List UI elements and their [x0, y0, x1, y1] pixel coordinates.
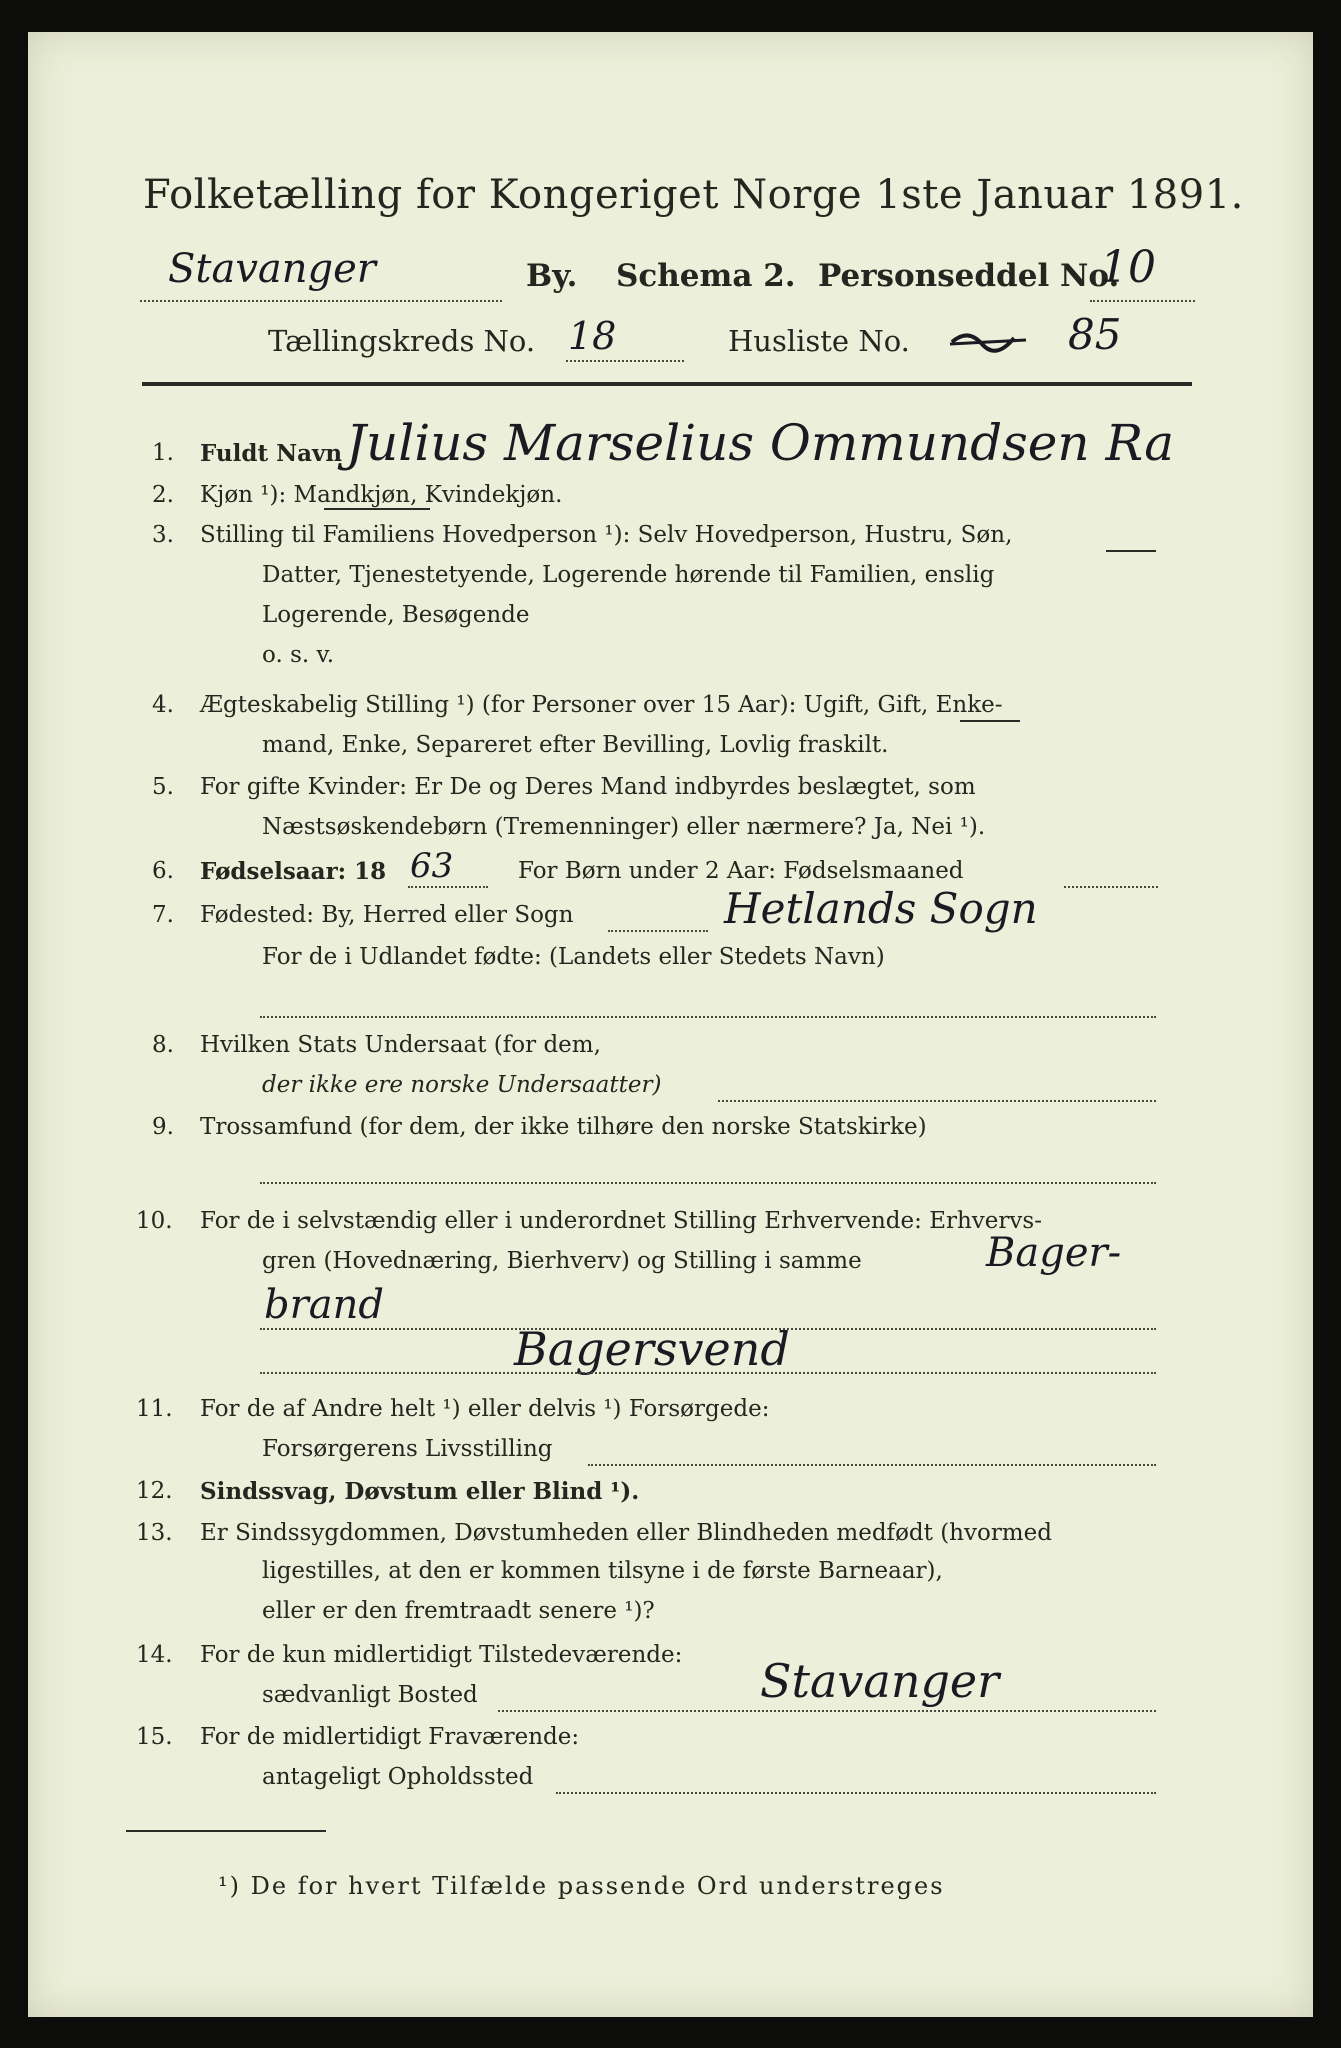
- city-dotted-line: [140, 300, 502, 302]
- gender-text: Kjøn ¹): Mandkjøn, Kvindekjøn.: [200, 482, 563, 508]
- citizenship-line2: der ikke ere norske Undersaatter): [262, 1072, 662, 1098]
- underline-mark: [324, 508, 430, 510]
- underline-mark: [960, 720, 1020, 722]
- item-number: 4.: [152, 692, 174, 718]
- census-form-sheet: [28, 32, 1313, 2017]
- marital-status-line1: Ægteskabelig Stilling ¹) (for Personer over 15 Aar): Ugift, Gift, Enke-: [200, 692, 1003, 718]
- married-women-line2: Næstsøskendebørn (Tremenninger) eller nærmere? Ja, Nei ¹).: [262, 814, 986, 840]
- item-number: 8.: [152, 1032, 174, 1058]
- item-number: 15.: [136, 1724, 173, 1750]
- kreds-number-handwritten: 18: [568, 314, 617, 358]
- congenital-line1: Er Sindssygdommen, Døvstumheden eller Blindheden medfødt (hvormed: [200, 1520, 1052, 1546]
- footnote-divider: [126, 1830, 326, 1832]
- footnote-text: ¹) De for hvert Tilfælde passende Ord understreges: [218, 1872, 945, 1900]
- temporary-absent-line2: antageligt Opholdssted: [262, 1764, 534, 1790]
- personseddel-number-handwritten: 10: [1100, 242, 1156, 293]
- occupation-handwritten-1: Bager-: [986, 1230, 1122, 1276]
- birthplace-handwritten: Hetlands Sogn: [724, 884, 1038, 933]
- marital-status-line2: mand, Enke, Separeret efter Bevilling, Lovlig fraskilt.: [262, 732, 889, 758]
- occupation-handwritten-2: brand: [264, 1282, 384, 1328]
- birth-year-handwritten: 63: [410, 846, 454, 886]
- dependents-dotted-line: [588, 1464, 1156, 1466]
- header-divider: [142, 382, 1192, 386]
- family-position-line3: Logerende, Besøgende: [262, 602, 530, 628]
- item-number: 12.: [136, 1478, 173, 1504]
- item-number: 1.: [152, 440, 174, 466]
- temporary-present-line1: For de kun midlertidigt Tilstedeværende:: [200, 1642, 683, 1668]
- schema-label: Schema 2.: [616, 258, 796, 294]
- family-position-line4: o. s. v.: [262, 642, 335, 668]
- item-number: 6.: [152, 858, 174, 884]
- item-number: 2.: [152, 482, 174, 508]
- kreds-label: Tællingskreds No.: [268, 324, 536, 358]
- item-number: 10.: [136, 1208, 173, 1234]
- foreign-born-text: For de i Udlandet fødte: (Landets eller Stedets Navn): [262, 944, 885, 970]
- item-number: 7.: [152, 902, 174, 928]
- form-title: Folketælling for Kongeriget Norge 1ste Januar 1891.: [143, 172, 1244, 218]
- congenital-line3: eller er den fremtraadt senere ¹)?: [262, 1598, 655, 1624]
- temporary-absent-line1: For de midlertidigt Fraværende:: [200, 1724, 580, 1750]
- personseddel-label: Personseddel No.: [818, 258, 1120, 294]
- birth-month-text: For Børn under 2 Aar: Fødselsmaaned: [518, 858, 964, 884]
- family-position-line2: Datter, Tjenestetyende, Logerende hørende til Familien, enslig: [262, 562, 995, 588]
- item-number: 9.: [152, 1114, 174, 1140]
- birth-year-dotted-line: [408, 886, 488, 888]
- congenital-line2: ligestilles, at den er kommen tilsyne i de første Barneaar),: [262, 1558, 943, 1584]
- dependents-line1: For de af Andre helt ¹) eller delvis ¹) Forsørgede:: [200, 1396, 770, 1422]
- foreign-born-dotted-line: [260, 1016, 1156, 1018]
- citizenship-dotted-line: [718, 1100, 1156, 1102]
- personseddel-dotted-line: [1090, 300, 1195, 302]
- by-label: By.: [526, 258, 578, 294]
- birth-year-label: Fødselsaar: 18: [200, 858, 387, 885]
- family-position-line1: Stilling til Familiens Hovedperson ¹): Selv Hovedperson, Hustru, Søn,: [200, 522, 1013, 548]
- occupation-handwritten-3: Bagersvend: [514, 1322, 790, 1376]
- birthplace-dotted-line: [608, 930, 708, 932]
- birth-month-dotted-line: [1064, 886, 1158, 888]
- usual-residence-dotted-line: [498, 1710, 1156, 1712]
- birthplace-label: Fødested: By, Herred eller Sogn: [200, 902, 574, 928]
- dependents-line2: Forsørgerens Livsstilling: [262, 1436, 553, 1462]
- husliste-label: Husliste No.: [728, 324, 910, 358]
- occupation-line2: gren (Hovednæring, Bierhverv) og Stilling i samme: [262, 1248, 862, 1274]
- usual-residence-handwritten: Stavanger: [760, 1654, 1000, 1708]
- item-number: 11.: [136, 1396, 173, 1422]
- religion-dotted-line: [260, 1182, 1156, 1184]
- citizenship-line1: Hvilken Stats Undersaat (for dem,: [200, 1032, 601, 1058]
- underline-mark: [1106, 550, 1156, 552]
- item-number: 3.: [152, 522, 174, 548]
- husliste-number-handwritten: 85: [1068, 310, 1122, 359]
- item-number: 14.: [136, 1642, 173, 1668]
- full-name-label: Fuldt Navn: [200, 440, 343, 467]
- kreds-dotted-line: [566, 360, 684, 362]
- occupation-line1: For de i selvstændig eller i underordnet Stilling Erhvervende: Erhvervs-: [200, 1208, 1042, 1234]
- husliste-crossed-out: [948, 324, 1028, 354]
- religion-text: Trossamfund (for dem, der ikke tilhøre den norske Statskirke): [200, 1114, 927, 1140]
- item-number: 13.: [136, 1520, 173, 1546]
- temporary-present-line2: sædvanligt Bosted: [262, 1682, 478, 1708]
- occupation-dotted-line-2: [260, 1372, 1156, 1374]
- whereabouts-dotted-line: [556, 1792, 1156, 1794]
- married-women-line1: For gifte Kvinder: Er De og Deres Mand indbyrdes beslægtet, som: [200, 774, 976, 800]
- city-handwritten: Stavanger: [168, 246, 376, 292]
- disability-text: Sindssvag, Døvstum eller Blind ¹).: [200, 1478, 640, 1505]
- item-number: 5.: [152, 774, 174, 800]
- full-name-handwritten: Julius Marselius Ommundsen Ra: [346, 414, 1175, 472]
